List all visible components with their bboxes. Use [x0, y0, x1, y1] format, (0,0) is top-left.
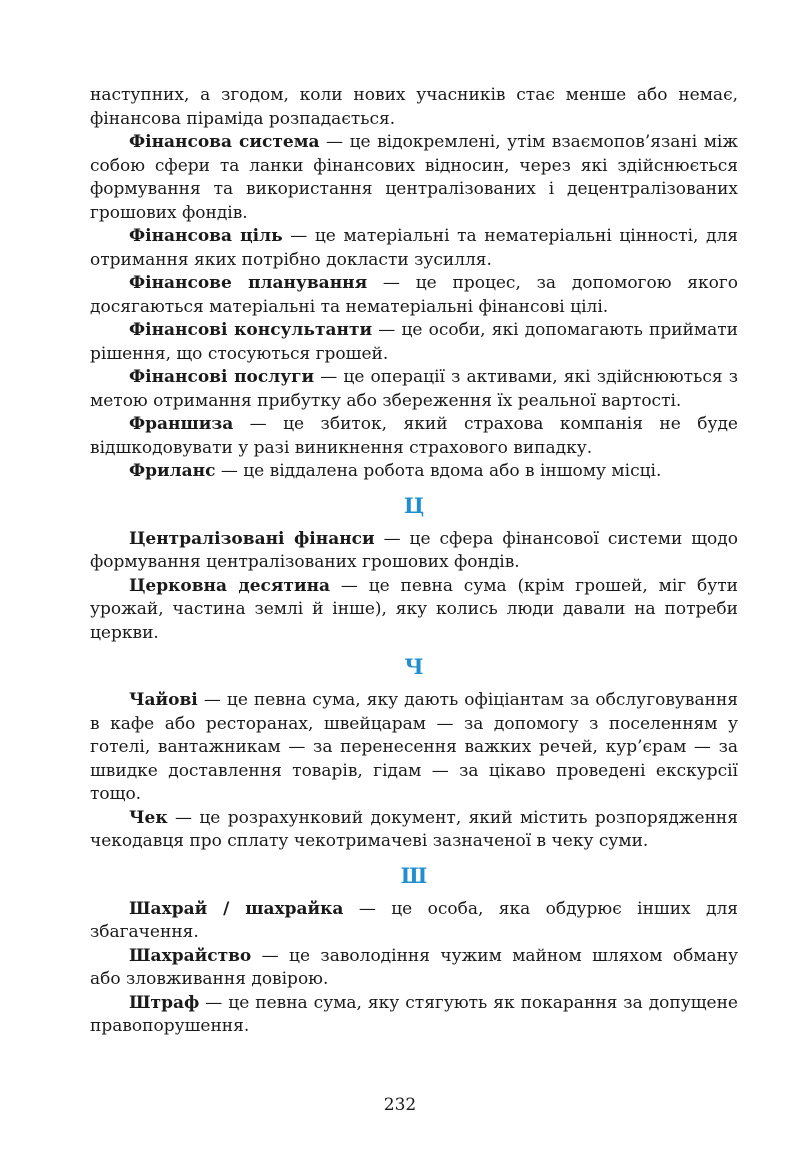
glossary-entry	[90, 992, 738, 1039]
section-letter-sh: Ш	[400, 862, 428, 888]
entry-term: Франшиза	[129, 414, 234, 434]
entry-term: Шахрайство	[129, 945, 252, 966]
entry-definition: — це матеріальні та нематеріальні цінності, для отримання яких потрібно докласти зусилля.	[90, 226, 738, 270]
entry-definition: — це певна сума, яку дають офіціантам за обслуговування в кафе або ресторанах, швейцарам — за допомогу з поселенням у готелі, вантажникам — за перенесення важких речей, кур’єрам — за швидке доставлення товарів, гідам — за цікаво проведені екскурсії тощо.	[90, 690, 738, 804]
glossary-entry	[90, 272, 738, 319]
entry-definition: — це розрахунковий документ, який містить розпорядження чекодавця про сплату чекотримачеві зазначеної в чеку суми.	[90, 807, 738, 851]
entry-term: Централізовані фінанси	[129, 528, 375, 549]
entry-term: Церковна десятина	[129, 575, 331, 596]
glossary-entry	[90, 807, 738, 854]
entry-definition: — це відокремлені, утім взаємопов’язані між собою сфери та ланки фінансових відносин, через які здійснюється формування та використання централізованих і децентралізованих грошових фондів.	[90, 132, 738, 223]
entry-definition: — це особи, які допомагають приймати рішення, що стосуються грошей.	[90, 320, 738, 364]
entry-definition: — це сфера фінансової системи щодо формування централізованих грошових фондів.	[90, 528, 738, 572]
glossary-entry	[90, 575, 738, 646]
entry-definition: — це операції з активами, які здійснюються з метою отримання прибутку або збереження їх реальної вартості.	[90, 367, 738, 411]
glossary-entry	[90, 366, 738, 413]
glossary-content	[90, 84, 738, 1039]
glossary-entry	[90, 225, 738, 272]
glossary-entry	[90, 528, 738, 575]
entry-definition: — це процес, за допомогою якого досягаються матеріальні та нематеріальні фінансові цілі.	[90, 273, 739, 317]
glossary-entry	[90, 898, 738, 945]
entry-definition: — це заволодіння чужим майном шляхом обману або зловживання довірою.	[90, 945, 738, 989]
section-letter-ch: Ч	[404, 654, 424, 679]
entry-term: Фінансові консультанти	[129, 320, 373, 340]
glossary-entry	[90, 131, 738, 225]
entry-definition: — це збиток, який страхова компанія не буде відшкодовувати у разі виникнення страхового випадку.	[90, 414, 738, 458]
entry-definition: — це особа, яка обдурює інших для збагачення.	[90, 898, 738, 942]
entry-term: Штраф	[129, 992, 200, 1013]
entry-term: Фінансові послуги	[129, 367, 315, 387]
entry-term: Фінансова система	[129, 132, 320, 152]
glossary-entry	[90, 689, 738, 807]
entry-term: Шахрай / шахрайка	[129, 898, 344, 919]
entry-term: Фінансова ціль	[129, 226, 283, 246]
glossary-entry	[90, 413, 738, 460]
entry-definition: — це певна сума, яку стягують як покарання за допущене правопорушення.	[90, 992, 738, 1036]
page-number: 232	[383, 1095, 417, 1115]
entry-term: Фриланс	[129, 461, 216, 481]
glossary-entry	[90, 460, 738, 484]
glossary-entry	[90, 945, 738, 992]
entry-term: Чек	[129, 807, 168, 828]
glossary-entry	[90, 319, 738, 366]
intro-paragraph: наступних, а згодом, коли нових учасників стає менше або немає, фінансова піраміда розпадається.	[90, 85, 738, 129]
entry-definition: — це певна сума (крім грошей, міг бути урожай, частина землі й інше), яку колись люди давали на потреби церкви.	[90, 575, 738, 643]
entry-term: Фінансове планування	[129, 273, 368, 293]
entry-definition: — це віддалена робота вдома або в іншому місці.	[215, 461, 662, 481]
section-letter-ts: Ц	[403, 492, 425, 518]
entry-term: Чайові	[129, 690, 198, 710]
